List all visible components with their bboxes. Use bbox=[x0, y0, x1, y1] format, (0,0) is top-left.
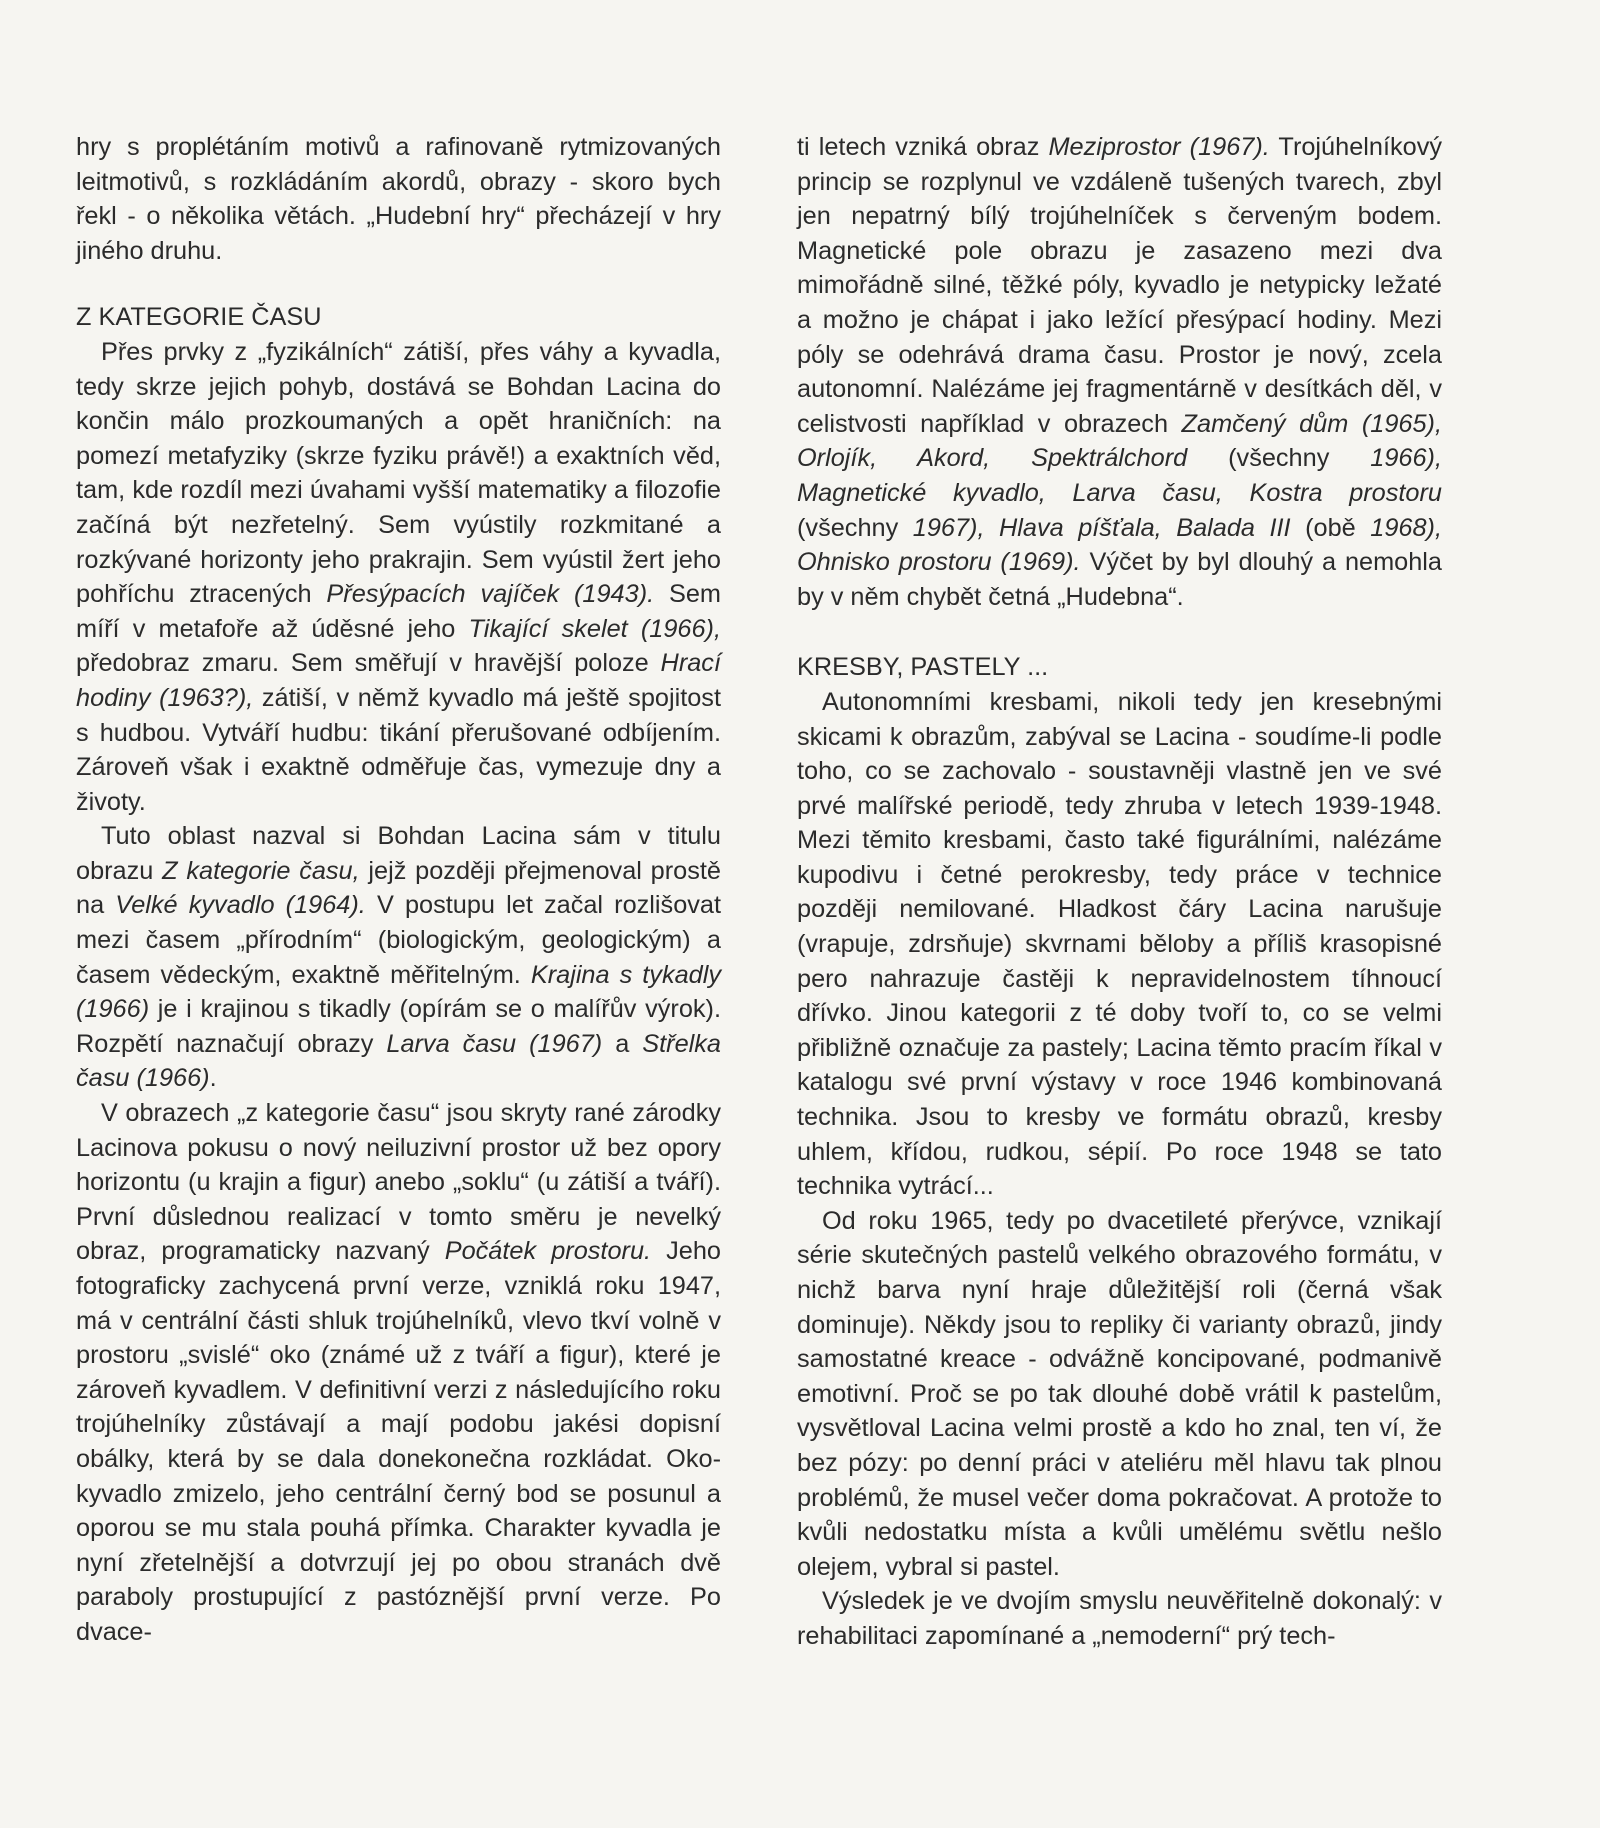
text-run: Jeho fotograficky zachycená první verze, vzniklá roku 1947, má v centrální části shluk trojúhelníků, vlevo tkví volně v prostoru „svislé“ oko (známé už z tváří a figur), které je zároveň kyvadlem. V definitivní verzi z následujícího roku trojúhelníky zůstávají a mají podobu jakési dopisní obálky, která by se dala donekonečna rozkládat. Oko-kyvadlo zmizelo, jeho centrální černý bod se posunul a oporou se mu stala pouhá přímka. Charakter kyvadla je nyní zřetelnější a dotvrzují jej po obou stranách dvě paraboly prostupující z pastóznější první verze. Po dvace- bbox=[76, 1237, 722, 1646]
paragraph-physics bbox=[76, 335, 721, 819]
text-run: Přes prvky z „fyzikálních“ zátiší, přes váhy a kyvadla, tedy skrze jejich pohyb, dostává se Bohdan Lacina do končin málo prozkoumaných a opět hraničních: na pomezí metafyziky (skrze fyziku právě!) a exaktních věd, tam, kde rozdíl mezi úvahami vyšší matematiky a filozofie začíná být nezřetelný. Sem vyústily rozkmitané a rozkývané horizonty jeho prakrajin. Sem vyústil žert jeho pohříchu ztracených bbox=[76, 337, 721, 609]
text-run: jejž později přejmenoval prostě na bbox=[76, 856, 721, 920]
artwork-title: Střelka času (1966) bbox=[76, 1029, 721, 1093]
text-run: a bbox=[602, 1029, 643, 1058]
artwork-title: Krajina s tykadly (1966) bbox=[76, 960, 721, 1024]
artwork-title: 1966), Magnetické kyvadlo, Larva času, Kostra prostoru bbox=[797, 444, 1442, 507]
artwork-title: Hrací hodiny (1963?), bbox=[76, 649, 721, 712]
text-run: zátiší, v němž kyvadlo má ještě spojitost s hudbou. Vytváří hudbu: tikání přerušované odbíjením. Zároveň však i exaktně odměřuje čas, vymezuje dny a životy. bbox=[76, 683, 721, 816]
text-run: je i krajinou s tikadly (opírám se o malířův výrok). Rozpětí naznačují obrazy bbox=[76, 995, 721, 1058]
text-run: (obě bbox=[1290, 513, 1371, 542]
artwork-title: Velké kyvadlo (1964). bbox=[115, 891, 366, 920]
section-heading-drawings: KRESBY, PASTELY ... bbox=[797, 653, 1049, 682]
text-run: (všechny bbox=[797, 513, 913, 542]
left-column bbox=[76, 130, 721, 1650]
paragraph-pastels: Od roku 1965, tedy po dvacetileté přerývce, vznikají série skutečných pastelů velkého obrazového formátu, v nichž barva nyní hraje důležitější roli (černá však dominuje). Někdy jsou to repliky či varianty obrazů, jindy samostatné kreace - odvážně koncipované, podmanivě emotivní. Proč se po tak dlouhé době vrátil k pastelům, vysvětloval Lacina velmi prostě a kdo ho znal, ten ví, že bez pózy: po denní práci v ateliéru měl hlavu tak plnou problémů, že musel večer doma pokračovat. A protože to kvůli nedostatku místa a kvůli umělému světlu nešlo olejem, vybral si pastel. bbox=[797, 1206, 1442, 1581]
artwork-title: Meziprostor (1967). bbox=[1048, 133, 1270, 161]
artwork-title: Z kategorie času, bbox=[162, 856, 360, 885]
section-heading-time: Z KATEGORIE ČASU bbox=[76, 303, 322, 332]
text-run: Trojúhelníkový princip se rozplynul ve vzdáleně tušených tvarech, zbyl jen nepatrný bílý trojúhelníček s červeným bodem. Magnetické pole obrazu je zasazeno mezi dva mimořádně silné, těžké póly, kyvadlo je netypicky ležaté a možno je chápat i jako ležící přesýpací hodiny. Mezi póly se odehrává drama času. Prostor je nový, zcela autonomní. Nalézáme jej fragmentárně v desítkách děl, v celistvosti například v obrazech bbox=[797, 133, 1442, 438]
paragraph-meziprostor bbox=[797, 130, 1442, 614]
paragraph-drawings: Autonomními kresbami, nikoli tedy jen kresebnými skicami k obrazům, zabýval se Lacina - soudíme-li podle toho, co se zachovalo - soustavněji vlastně jen ve své prvé malířské periodě, tedy zhruba v letech 1939-1948. Mezi těmito kresbami, často také figurálními, nalézáme kupodivu i četné perokresby, tedy práce v technice později nemilované. Hladkost čáry Lacina narušuje (vrapuje, zdrsňuje) skvrnami běloby a příliš krasopisné pero nahrazuje častěji k nepravidelnostem tíhnoucí dřívko. Jinou kategorii z té doby tvoří to, co se velmi přibližně označuje za pastely; Lacina těmto pracím říkal v katalogu své první výstavy v roce 1946 kombinovaná technika. Jsou to kresby ve formátu obrazů, kresby uhlem, křídou, rudkou, sépií. Po roce 1948 se tato technika vytrácí... bbox=[797, 687, 1442, 1201]
artwork-title: Larva času (1967) bbox=[386, 1029, 603, 1058]
artwork-title: Tikající skelet (1966), bbox=[468, 614, 721, 643]
text-run: V obrazech „z kategorie času“ jsou skryty rané zárodky Lacinova pokusu o nový neiluzivní prostor už bez opory horizontu (u krajin a figur) anebo „soklu“ (u zátiší a tváří). První důslednou realizací v tomto směru je nevelký obraz, programaticky nazvaný bbox=[76, 1099, 721, 1266]
artwork-title: 1967), Hlava píšťala, Balada III bbox=[912, 513, 1291, 542]
paragraph-category bbox=[76, 819, 721, 1096]
text-run: Tuto oblast nazval si Bohdan Lacina sám v titulu obrazu bbox=[76, 822, 721, 885]
artwork-title: Přesýpacích vajíček (1943). bbox=[326, 580, 655, 609]
intro-paragraph: hry s proplétáním motivů a rafinovaně rytmizovaných leitmotivů, s rozkládáním akordů, obrazy - skoro bych řekl - o několika větách. „Hudební hry“ přecházejí v hry jiného druhu. bbox=[76, 133, 721, 265]
artwork-title: Zamčený dům (1965), Orlojík, Akord, Spektrálchord bbox=[797, 409, 1442, 473]
artwork-title: Počátek prostoru. bbox=[444, 1237, 652, 1266]
text-run: . bbox=[209, 1064, 217, 1093]
text-run: V postupu let začal rozlišovat mezi časem „přírodním“ (biologickým, geologickým) a časem vědeckým, exaktně měřitelným. bbox=[76, 891, 722, 989]
paragraph-result: Výsledek je ve dvojím smyslu neuvěřitelně dokonalý: v rehabilitaci zapomínané a „nemoderní“ prý tech- bbox=[797, 1587, 1442, 1650]
text-run: ti letech vzniká obraz bbox=[797, 133, 1049, 161]
text-run: předobraz zmaru. Sem směřují v hravější poloze bbox=[76, 649, 661, 678]
text-run: Výčet by byl dlouhý a nemohla by v něm chybět četná „Hudebna“. bbox=[797, 548, 1442, 611]
right-column bbox=[797, 130, 1442, 1654]
text-run: (všechny bbox=[1187, 444, 1371, 473]
paragraph-space bbox=[76, 1096, 721, 1650]
text-run: Sem míří v metafoře až úděsné jeho bbox=[76, 580, 721, 643]
artwork-title: 1968), Ohnisko prostoru (1969). bbox=[797, 513, 1443, 577]
